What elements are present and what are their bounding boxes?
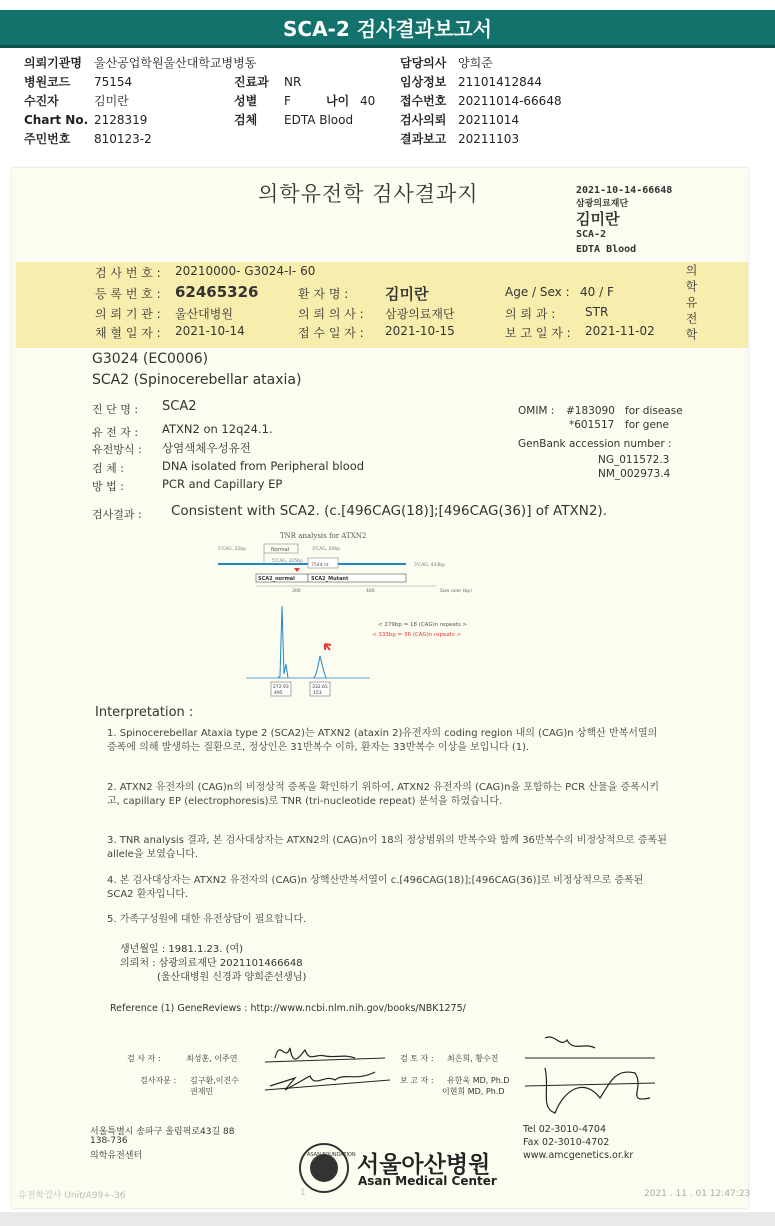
peak1-top: 272.93 bbox=[273, 685, 289, 690]
specimen-label: 검체 bbox=[234, 113, 258, 127]
sign-line-1 bbox=[265, 1058, 385, 1062]
omim-gene-note: for gene bbox=[625, 419, 670, 431]
note-normal: < 279bp = 18 (CAG)n repeats > bbox=[378, 622, 468, 628]
scan-specimen: EDTA Blood bbox=[576, 244, 637, 255]
header-left bbox=[24, 54, 256, 149]
dept-value: NR bbox=[284, 75, 302, 89]
peak1-bot: 495 bbox=[274, 691, 283, 696]
bar-normal-text: SCA2_normal bbox=[258, 576, 295, 582]
fig-label-c: 5'CAG, 325bp bbox=[272, 559, 303, 564]
inherit-label: 유전방식 : bbox=[92, 443, 142, 456]
age-value: 40 bbox=[360, 94, 376, 108]
test-no: 20210000- G3024-I- 60 bbox=[175, 264, 316, 278]
footer-timestamp: 2021 . 11 . 01 12:47:23 bbox=[644, 1189, 751, 1199]
fig-label-a: 5'CAG, 22bp bbox=[218, 547, 247, 552]
test-code: G3024 (EC0006) bbox=[92, 351, 209, 367]
tick-300: 300 bbox=[292, 589, 301, 594]
scan-id: 2021-10-14-66648 bbox=[576, 185, 673, 196]
req-doc-label: 의 뢰 의 사 : bbox=[298, 307, 364, 321]
advisor-2: 권재민 bbox=[190, 1087, 214, 1096]
requester-2: (울산대병원 신경과 양희준선생님) bbox=[157, 972, 307, 983]
website[interactable]: www.amcgenetics.or.kr bbox=[523, 1150, 634, 1161]
omim-disease-note: for disease bbox=[625, 405, 683, 417]
reporter-2: 이현희 MD, Ph.D bbox=[442, 1087, 505, 1096]
result-label: 검사결과 : bbox=[92, 508, 142, 521]
seal-inner bbox=[310, 1154, 338, 1182]
peak-normal bbox=[278, 606, 288, 678]
sex-value: F bbox=[284, 94, 291, 108]
seal-text: ASAN FOUNDATION bbox=[307, 1152, 356, 1158]
address-3: 의학유전센터 bbox=[90, 1151, 143, 1161]
request-date-label: 검사의뢰 bbox=[400, 113, 447, 127]
interp-4: 4. 본 검사대상자는 ATXN2 유전자의 (CAG)n 상핵산반복서열이 c.[496CAG(18)];[496CAG(36)]로 비정상적으로 증폭된 SCA2 환자입니다. bbox=[107, 875, 644, 900]
req-inst: 울산대병원 bbox=[175, 307, 233, 321]
interp-2: 2. ATXN2 유전자의 (CAG)n의 비정상적 증폭을 확인하기 위하여, ATXN2 유전자의 (CAG)n을 포함하는 PCR 산물을 증폭시키고, capillary EP (electrophoresis)로 TNR (tri-nucleotide repeat) 분석을 하였습니다. bbox=[107, 782, 660, 807]
method: PCR and Capillary EP bbox=[162, 477, 283, 491]
size-ruler-label: Size ruler (bp) bbox=[440, 589, 472, 594]
address-2: 138-736 bbox=[90, 1136, 128, 1146]
doctor-label: 담당의사 bbox=[400, 56, 447, 70]
signature-examiner bbox=[275, 1048, 355, 1059]
genbank-label: GenBank accession number : bbox=[518, 438, 672, 450]
dept-label-scan: 의 뢰 과 : bbox=[505, 307, 556, 321]
scan-test: SCA-2 bbox=[576, 229, 607, 240]
interp-1: 1. Spinocerebellar Ataxia type 2 (SCA2)는 ATXN2 (ataxin 2)유전자의 coding region 내의 (CAG)n 상핵산 반복서열의 증폭에 의해 발생하는 질환으로, 정상인은 31반복수 이하, 환자는 33반복수 이상을 보입니다 (1). bbox=[107, 728, 658, 753]
signature-advisor bbox=[270, 1072, 375, 1090]
tnr-figure bbox=[200, 528, 500, 703]
signatures bbox=[255, 1028, 665, 1118]
diag: SCA2 bbox=[162, 399, 197, 414]
request-date-value: 20211014 bbox=[458, 113, 520, 127]
scan-title: 의학유전학 검사결과지 bbox=[258, 182, 479, 206]
hospital-code-label: 병원코드 bbox=[24, 75, 71, 89]
normal-box-text: Normal bbox=[271, 547, 290, 553]
clinical-info-label: 임상정보 bbox=[400, 75, 447, 89]
advisor: 김구환,이진수 bbox=[190, 1076, 239, 1085]
fig-label-b: 3'CAG, 20bp bbox=[312, 547, 341, 552]
patient-value: 김미란 bbox=[94, 94, 129, 108]
dept-label: 진료과 bbox=[234, 75, 269, 89]
resident-no-value: 810123-2 bbox=[94, 132, 152, 146]
info-patient-label: 환 자 명 : bbox=[298, 287, 349, 301]
report-date-label-scan: 보 고 일 자 : bbox=[505, 326, 571, 340]
blood-date: 2021-10-14 bbox=[175, 324, 245, 338]
fig-title: TNR analysis for ATXN2 bbox=[280, 532, 367, 540]
interp-5: 5. 가족구성원에 대한 유전상담이 필요합니다. bbox=[107, 914, 307, 925]
reviewer: 최은희, 황수진 bbox=[447, 1054, 499, 1063]
genbank-acc2: NM_002973.4 bbox=[598, 468, 671, 480]
reporter: 유한욱 MD, Ph.D bbox=[447, 1076, 510, 1085]
footer-left: 유전학검사 Unit/A99+-36 bbox=[18, 1191, 126, 1201]
peak2-top: 332.65 bbox=[312, 685, 328, 690]
report-date-value: 20211103 bbox=[458, 132, 520, 146]
logo-english: Asan Medical Center bbox=[358, 1174, 497, 1188]
doctor-value: 양희준 bbox=[458, 56, 493, 70]
age-sex: 40 / F bbox=[580, 285, 614, 299]
age-label: 나이 bbox=[326, 94, 350, 108]
header-right bbox=[400, 54, 562, 149]
arrow-icon bbox=[325, 644, 331, 650]
mutant-box-text: 7544 nt bbox=[311, 563, 329, 568]
reporter-label: 보 고 자 : bbox=[400, 1076, 434, 1085]
advisor-label: 검사자문 : bbox=[140, 1076, 177, 1085]
reference: Reference (1) GeneReviews : http://www.ncbi.nlm.nih.gov/books/NBK1275/ bbox=[110, 1003, 466, 1014]
clinical-info-value: 21101412844 bbox=[458, 75, 542, 89]
institution-label: 의뢰기관명 bbox=[24, 56, 82, 70]
report-date-label: 결과보고 bbox=[400, 132, 447, 146]
birth: 생년월일 : 1981.1.23. (여) bbox=[120, 944, 244, 955]
marker-triangle bbox=[294, 568, 300, 572]
logo-korean: 서울아산병원 bbox=[357, 1152, 491, 1178]
asan-foundation-seal bbox=[298, 1142, 356, 1194]
gene-label: 유 전 자 : bbox=[92, 426, 139, 439]
hospital-code-value: 75154 bbox=[94, 75, 133, 89]
bottom-strip bbox=[0, 1212, 775, 1226]
omim-gene: *601517 bbox=[569, 419, 615, 431]
interpretation-title: Interpretation : bbox=[95, 705, 194, 720]
resident-no-label: 주민번호 bbox=[24, 132, 71, 146]
sign-line-4 bbox=[525, 1083, 655, 1086]
sample-label: 검 체 : bbox=[92, 462, 124, 475]
req-inst-label: 의 뢰 기 관 : bbox=[95, 307, 161, 321]
sample: DNA isolated from Peripheral blood bbox=[162, 459, 365, 473]
examiner-label: 검 사 자 : bbox=[127, 1054, 161, 1063]
report-date-scan: 2021-11-02 bbox=[585, 324, 655, 338]
recv-date-label: 접 수 일 자 : bbox=[298, 326, 364, 340]
signature-reviewer bbox=[545, 1037, 595, 1048]
receipt-no-label: 접수번호 bbox=[400, 94, 447, 108]
signature-reporter bbox=[545, 1068, 650, 1113]
method-label: 방 법 : bbox=[92, 480, 124, 493]
reg-no-label: 등 록 번 호 : bbox=[95, 287, 161, 301]
note-mutant: < 333bp = 36 (CAG)n repeats > bbox=[372, 632, 462, 638]
fig-label-d: 3'CAG, 443bp bbox=[414, 563, 445, 568]
recv-date: 2021-10-15 bbox=[385, 324, 455, 338]
chart-no-label: Chart No. bbox=[24, 113, 89, 127]
reviewer-label: 검 토 자 : bbox=[400, 1054, 434, 1063]
inherit: 상염색체우성유전 bbox=[162, 441, 251, 455]
scan-name: 김미란 bbox=[576, 210, 620, 228]
blood-date-label: 채 혈 일 자 : bbox=[95, 326, 161, 340]
age-sex-label: Age / Sex : bbox=[505, 285, 570, 299]
genbank-acc1: NG_011572.3 bbox=[598, 454, 670, 466]
test-no-label: 검 사 번 호 : bbox=[95, 266, 161, 280]
peak-mutant bbox=[314, 656, 326, 678]
info-patient: 김미란 bbox=[385, 285, 429, 303]
interp-3: 3. TNR analysis 결과, 본 검사대상자는 ATXN2의 (CAG)n이 18의 정상범위의 반복수와 함께 36반복수의 비정상적으로 증폭된 allele을 보였습니다. bbox=[107, 835, 667, 860]
sex-label: 성별 bbox=[234, 94, 258, 108]
receipt-no-value: 20211014-66648 bbox=[458, 94, 562, 108]
omim-prefix: OMIM : bbox=[518, 405, 555, 417]
diag-label: 진 단 명 : bbox=[92, 403, 139, 416]
address-1: 서울특별시 송파구 올림픽로43길 88 bbox=[90, 1127, 235, 1137]
footer-page: 1 bbox=[300, 1188, 306, 1198]
institution-value: 울산공업학원울산대학교병병동 bbox=[94, 56, 257, 70]
result-text: Consistent with SCA2. (c.[496CAG(18)];[496CAG(36)] of ATXN2). bbox=[171, 503, 607, 519]
examiner: 최성훈, 이주연 bbox=[186, 1054, 238, 1063]
tick-400: 400 bbox=[366, 589, 375, 594]
chart-no-value: 2128319 bbox=[94, 113, 148, 127]
bar-mutant-text: SCA2_Mutant bbox=[311, 576, 349, 582]
scan-org: 삼광의료재단 bbox=[576, 199, 629, 209]
peak2-bot: 153 bbox=[313, 691, 322, 696]
disease-name: SCA2 (Spinocerebellar ataxia) bbox=[92, 372, 302, 388]
header-middle bbox=[234, 73, 375, 130]
gene: ATXN2 on 12q24.1. bbox=[162, 422, 273, 436]
tel: Tel 02-3010-4704 bbox=[523, 1124, 606, 1135]
dept-scan: STR bbox=[585, 305, 609, 319]
omim-disease: #183090 bbox=[566, 405, 615, 417]
requester: 의뢰처 : 삼광의료재단 2021101466648 bbox=[120, 958, 303, 969]
req-doc: 삼광의료재단 bbox=[385, 307, 455, 321]
specimen-value: EDTA Blood bbox=[284, 113, 354, 127]
reg-no: 62465326 bbox=[175, 283, 259, 301]
patient-label: 수진자 bbox=[24, 94, 59, 108]
side-stamp: 의학유전학 bbox=[684, 264, 698, 344]
fax: Fax 02-3010-4702 bbox=[523, 1137, 610, 1148]
report-title: SCA-2 검사결과보고서 bbox=[0, 10, 775, 48]
